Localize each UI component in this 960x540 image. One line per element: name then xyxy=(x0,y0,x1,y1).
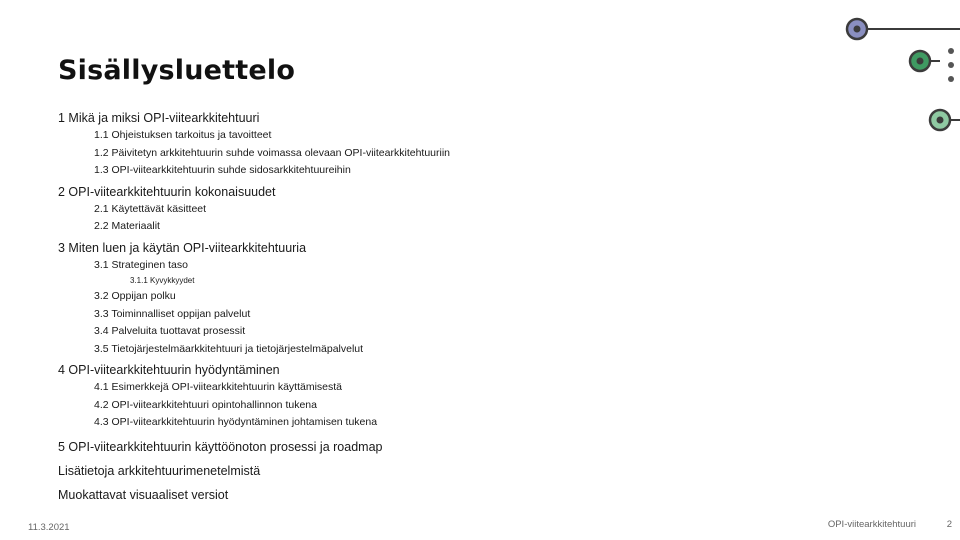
toc-subsection[interactable]: 3.2 Oppijan polku xyxy=(94,290,176,302)
toc-subsection[interactable]: 3.5 Tietojärjestelmäarkkitehtuuri ja tietojärjestelmäpalvelut xyxy=(94,342,364,355)
dots-icon xyxy=(948,48,954,82)
toc-subsection[interactable]: 2.2 Materiaalit xyxy=(94,220,160,232)
toc-section[interactable]: 5 OPI-viitearkkitehtuurin käyttöönoton prosessi ja roadmap xyxy=(58,439,383,454)
toc-section[interactable]: Lisätietoja arkkitehtuurimenetelmistä xyxy=(58,463,261,478)
table-of-contents xyxy=(58,110,778,504)
toc-subsection[interactable]: 3.3 Toiminnalliset oppijan palvelut xyxy=(94,307,251,320)
toc-subsection[interactable]: 2.1 Käytettävät käsitteet xyxy=(94,202,207,215)
toc-subsection[interactable]: 3.1 Strateginen taso xyxy=(94,258,188,271)
page-title: Sisällysluettelo xyxy=(58,55,296,86)
toc-section[interactable]: 2 OPI-viitearkkitehtuurin kokonaisuudet xyxy=(58,184,276,199)
toc-section[interactable]: Muokattavat visuaaliset versiot xyxy=(58,487,229,502)
toc-subsection[interactable]: 4.3 OPI-viitearkkitehtuurin hyödyntäminen johtamisen tukena xyxy=(94,416,378,428)
toc-section[interactable]: 4 OPI-viitearkkitehtuurin hyödyntäminen xyxy=(58,363,280,377)
toc-subsection[interactable]: 1.2 Päivitetyn arkkitehtuurin suhde voimassa olevaan OPI-viitearkkitehtuuriin xyxy=(94,146,451,159)
toc-subsection[interactable]: 4.1 Esimerkkejä OPI-viitearkkitehtuurin käyttämisestä xyxy=(94,381,343,393)
footer-date: 11.3.2021 xyxy=(28,522,70,533)
toc-subsubsection[interactable]: 3.1.1 Kyvykkyydet xyxy=(130,276,195,285)
toc-subsection[interactable]: 4.2 OPI-viitearkkitehtuuri opintohallinnon tukena xyxy=(94,398,317,411)
toc-subsection[interactable]: 3.4 Palveluita tuottavat prosessit xyxy=(94,325,246,337)
network-node-icon xyxy=(910,51,940,71)
toc-subsection[interactable]: 1.1 Ohjeistuksen tarkoitus ja tavoitteet xyxy=(94,129,272,141)
page-number: 2 xyxy=(946,519,952,530)
footer-title: OPI-viitearkkitehtuuri xyxy=(827,519,916,530)
toc-section[interactable]: 1 Mikä ja miksi OPI-viitearkkitehtuuri xyxy=(58,111,260,125)
toc-section[interactable]: 3 Miten luen ja käytän OPI-viitearkkitehtuuria xyxy=(58,240,307,255)
toc-subsection[interactable]: 1.3 OPI-viitearkkitehtuurin suhde sidosarkkitehtuureihin xyxy=(94,164,351,176)
network-node-icon xyxy=(930,110,960,130)
network-node-icon xyxy=(847,19,960,39)
